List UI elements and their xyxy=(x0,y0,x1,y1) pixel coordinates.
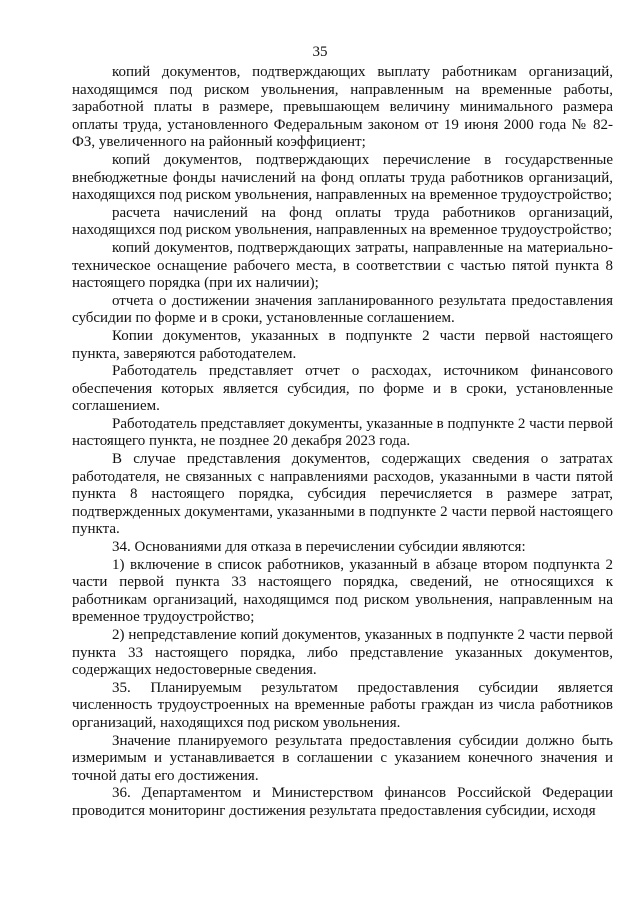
paragraph-wage-documents: копий документов, подтверждающих выплату работникам организаций, находящимся под риском увольнения, направленным на временные работы, заработной платы в размере, превышающем величину минимального размера оплаты труда, установленного Федеральным законом от 19 июня 2000 года № 82-ФЗ, увеличенного на районный коэффициент; xyxy=(72,64,613,151)
paragraph-36-monitoring: 36. Департаментом и Министерством финансов Российской Федерации проводится мониторинг достижения результата предоставления субсидии, исходя xyxy=(72,785,613,819)
paragraph-expense-report: Работодатель представляет отчет о расходах, источником финансового обеспечения которых является субсидия, по форме и в сроки, установленные соглашением. xyxy=(72,363,613,415)
document-body xyxy=(72,64,613,821)
paragraph-result-report: отчета о достижении значения запланированного результата предоставления субсидии по форме и в сроки, установленные соглашением. xyxy=(72,292,613,327)
paragraph-35-result: 35. Планируемым результатом предоставления субсидии является численность трудоустроенных на временные работы граждан из числа работников организаций, находящихся под риском увольнения. xyxy=(72,679,613,731)
paragraph-equipment-costs: копий документов, подтверждающих затраты, направленные на материально-техническое оснащение рабочего места, в соответствии с частью пятой пункта 8 настоящего порядка (при их наличии); xyxy=(72,239,613,292)
paragraph-34-heading: 34. Основаниями для отказа в перечислении субсидии являются: xyxy=(112,539,526,556)
paragraph-34-item-1: 1) включение в список работников, указанный в абзаце втором подпункта 2 части первой пункта 33 настоящего порядка, сведений, не относящихся к работникам организаций, находящимся под риском увольнения, направленным на временное трудоустройство; xyxy=(72,556,613,626)
paragraph-unrelated-costs: В случае представления документов, содержащих сведения о затратах работодателя, не связанных с направлениями расходов, указанными в части пятой пункта 8 настоящего порядка, субсидия перечисляется в размере затрат, подтвержденных документами, указанными в подпункте 2 части первой настоящего пункта. xyxy=(72,451,613,538)
paragraph-copies-certified: Копии документов, указанных в подпункте 2 части первой настоящего пункта, заверяются работодателем. xyxy=(72,327,613,362)
paragraph-34-item-2: 2) непредставление копий документов, указанных в подпункте 2 части первой пункта 33 настоящего порядка, либо представление указанных документов, содержащих недостоверные сведения. xyxy=(72,627,613,679)
paragraph-extrabudgetary-funds: копий документов, подтверждающих перечисление в государственные внебюджетные фонды начислений на фонд оплаты труда работников организаций, находящихся под риском увольнения, направленных на временное трудоустройство; xyxy=(72,151,613,204)
page-number: 35 xyxy=(312,44,328,60)
paragraph-35-measurable: Значение планируемого результата предоставления субсидии должно быть измеримым и устанавливается в соглашении с указанием конечного значения и точной даты его достижения. xyxy=(72,732,613,784)
paragraph-payroll-calculation: расчета начислений на фонд оплаты труда работников организаций, находящихся под риском увольнения, направленных на временное трудоустройство; xyxy=(72,204,613,239)
paragraph-deadline: Работодатель представляет документы, указанные в подпункте 2 части первой настоящего пункта, не позднее 20 декабря 2023 года. xyxy=(72,415,613,450)
